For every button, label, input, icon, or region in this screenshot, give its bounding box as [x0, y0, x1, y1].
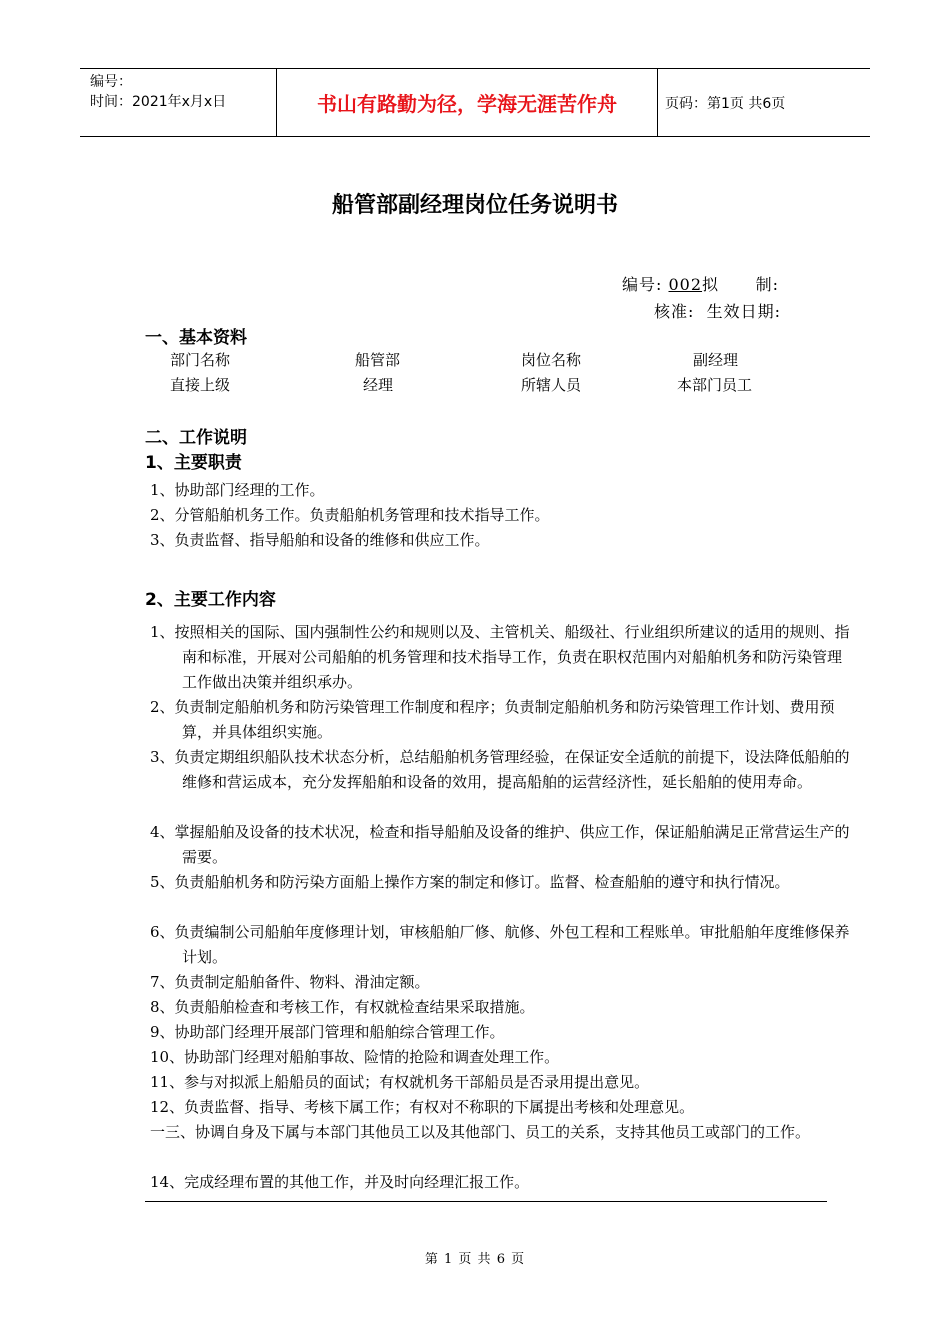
duties-heading: 1、主要职责	[145, 453, 242, 473]
content-item: 1、按照相关的国际、国内强制性公约和规则以及、主管机关、船级社、行业组织所建议的适用的规则、指南和标准，开展对公司船舶的机务管理和技术指导工作，负责在职权范围内对船舶机务和防污染管理工作做出决策并组织承办。	[150, 623, 850, 691]
info-cell: 副经理	[693, 351, 739, 369]
content-item: 11、参与对拟派上船船员的面试；有权就机务干部船员是否录用提出意见。	[150, 1073, 650, 1091]
content-item: 8、负责船舶检查和考核工作，有权就检查结果采取措施。	[150, 998, 535, 1016]
meta-number-label: 编号:	[622, 275, 663, 294]
header-number-label: 编号：	[90, 74, 132, 90]
header-page-code: 页码：第1页 共6页	[665, 95, 786, 112]
info-cell: 所辖人员	[521, 376, 582, 394]
content-item: 9、协助部门经理开展部门管理和船舶综合管理工作。	[150, 1023, 505, 1041]
meta-drafted-label: 拟 制:	[702, 275, 779, 294]
footer-divider	[145, 1201, 827, 1202]
contents-heading: 2、主要工作内容	[145, 590, 276, 610]
content-item: 10、协助部门经理对船舶事故、险情的抢险和调查处理工作。	[150, 1048, 560, 1066]
info-cell: 本部门员工	[677, 376, 753, 394]
info-cell: 部门名称	[170, 351, 231, 369]
content-item: 5、负责船舶机务和防污染方面船上操作方案的制定和修订。监督、检查船舶的遵守和执行情况。	[150, 873, 790, 891]
section2-heading: 二、工作说明	[145, 428, 247, 448]
content-item: 6、负责编制公司船舶年度修理计划，审核船舶厂修、航修、外包工程和工程账单。审批船舶年度维修保养计划。	[150, 923, 850, 966]
content-item: 12、负责监督、指导、考核下属工作；有权对不称职的下属提出考核和处理意见。	[150, 1098, 695, 1116]
content-item: 2、负责制定船舶机务和防污染管理工作制度和程序；负责制定船舶机务和防污染管理工作计划、费用预算，并具体组织实施。	[150, 698, 835, 741]
header-info	[80, 69, 277, 136]
page-header	[80, 68, 870, 137]
footer-page-number: 第 1 页 共 6 页	[424, 1252, 526, 1267]
header-time-label: 时间：2021年x月x日	[90, 94, 227, 110]
document-meta-line1	[622, 272, 779, 295]
content-item: 7、负责制定船舶备件、物料、滑油定额。	[150, 973, 430, 991]
info-cell: 直接上级	[170, 376, 231, 394]
content-item: 一三、协调自身及下属与本部门其他员工以及其他部门、员工的关系，支持其他员工或部门的工作。	[150, 1123, 811, 1141]
duty-item: 1、协助部门经理的工作。	[150, 481, 325, 499]
meta-number: 002	[668, 275, 703, 294]
section1-heading: 一、基本资料	[145, 328, 247, 348]
document-meta-line2: 核准: 生效日期:	[654, 302, 781, 321]
header-motto: 书山有路勤为径，学海无涯苦作舟	[277, 69, 658, 136]
duty-item: 3、负责监督、指导船舶和设备的维修和供应工作。	[150, 531, 490, 549]
info-cell: 经理	[363, 376, 394, 394]
info-cell: 船管部	[355, 351, 401, 369]
content-item: 3、负责定期组织船队技术状态分析，总结船舶机务管理经验，在保证安全适航的前提下，设法降低船舶的维修和营运成本，充分发挥船舶和设备的效用，提高船舶的运营经济性，延长船舶的使用寿命。	[150, 748, 850, 791]
duty-item: 2、分管船舶机务工作。负责船舶机务管理和技术指导工作。	[150, 506, 550, 524]
content-item: 4、掌握船舶及设备的技术状况，检查和指导船舶及设备的维护、供应工作，保证船舶满足正常营运生产的需要。	[150, 823, 850, 866]
content-item: 14、完成经理布置的其他工作，并及时向经理汇报工作。	[150, 1173, 530, 1191]
document-title: 船管部副经理岗位任务说明书	[331, 193, 618, 218]
info-cell: 岗位名称	[521, 351, 582, 369]
